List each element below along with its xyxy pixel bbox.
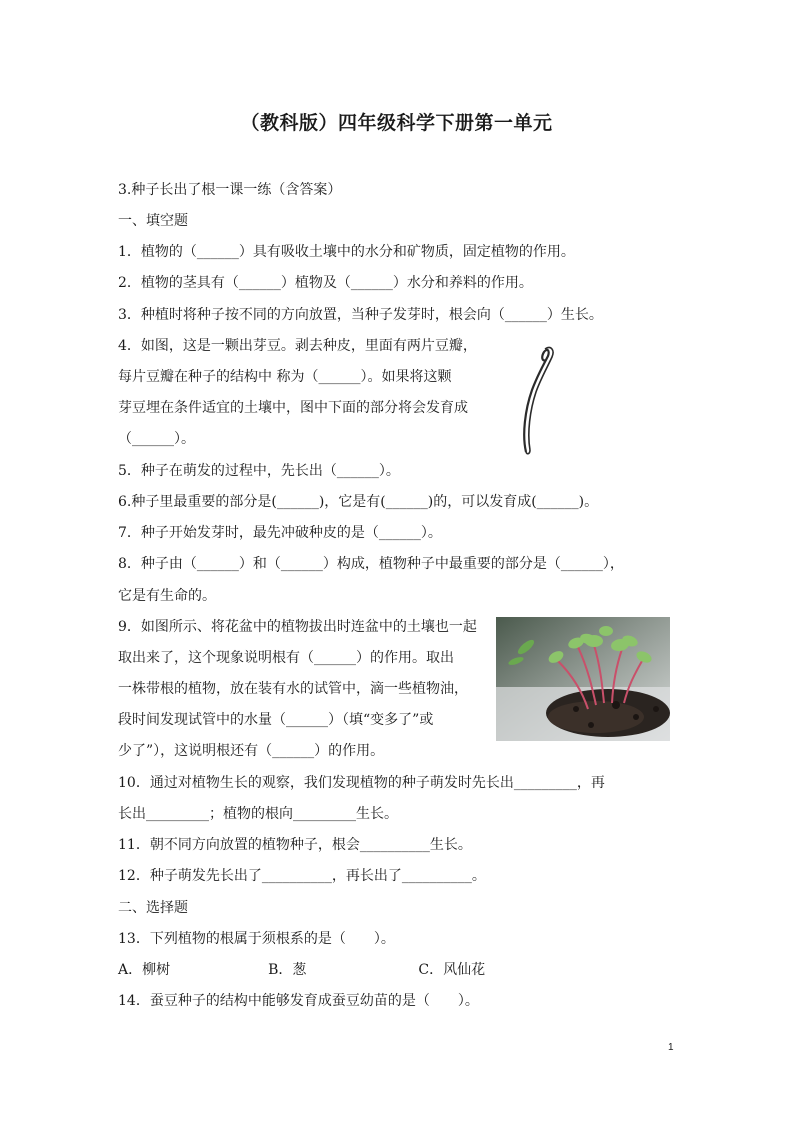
question-line: 6.种子里最重要的部分是(______)，它是有(______)的，可以发育成(______)。 xyxy=(118,494,599,510)
lesson-title: 3.种子长出了根一课一练（含答案） xyxy=(118,182,342,198)
question-line: 3．种植时将种子按不同的方向放置，当种子发芽时，根会向（______）生长。 xyxy=(118,307,603,323)
question-line: 5．种子在萌发的过程中，先长出（______）。 xyxy=(118,463,400,479)
sprouted-bean-image xyxy=(492,340,570,458)
question-line: 段时间发现试管中的水量（______）（填“变多了”或 xyxy=(118,712,434,728)
question-line: 取出来了，这个现象说明根有（______）的作用。取出 xyxy=(118,650,454,666)
plant-roots-photo xyxy=(496,617,670,741)
section-heading-fill: 一、填空题 xyxy=(118,213,188,229)
question-line: 14．蚕豆种子的结构中能够发育成蚕豆幼苗的是（ ）。 xyxy=(118,993,479,1009)
question-line: 4．如图，这是一颗出芽豆。剥去种皮，里面有两片豆瓣， xyxy=(118,338,477,354)
question-line: 1．植物的（______）具有吸收土壤中的水分和矿物质，固定植物的作用。 xyxy=(118,244,575,260)
page-number: 1 xyxy=(668,1042,674,1053)
question-line: 9．如图所示、将花盆中的植物拔出时连盆中的土壤也一起 xyxy=(118,619,477,635)
question-line: 一株带根的植物，放在装有水的试管中，滴一些植物油， xyxy=(118,681,468,697)
question-line: 10．通过对植物生长的观察，我们发现植物的种子萌发时先长出_________，再 xyxy=(118,775,605,791)
question-line: 少了”），这说明根还有（______）的作用。 xyxy=(118,743,385,759)
question-line: 2．植物的茎具有（______）植物及（______）水分和养料的作用。 xyxy=(118,275,533,291)
document-title: （教科版）四年级科学下册第一单元 xyxy=(240,112,553,134)
question-line: 8．种子由（______）和（______）构成，植物种子中最重要的部分是（______）， xyxy=(118,556,624,572)
question-line: 每片豆瓣在种子的结构中 称为（______）。如果将这颗 xyxy=(118,369,452,385)
section-heading-choice: 二、选择题 xyxy=(118,900,188,916)
question-line: 13．下列植物的根属于须根系的是（ ）。 xyxy=(118,931,395,947)
answer-options: A．柳树 B．葱 C．风仙花 xyxy=(118,962,486,978)
question-line: （______）。 xyxy=(118,431,195,447)
question-line: 11．朝不同方向放置的植物种子，根会__________生长。 xyxy=(118,837,472,853)
question-line: 芽豆埋在条件适宜的土壤中，图中下面的部分将会发育成 xyxy=(118,400,468,416)
question-line: 7．种子开始发芽时，最先冲破种皮的是（______）。 xyxy=(118,525,442,541)
question-line: 12．种子萌发先长出了__________，再长出了__________。 xyxy=(118,868,486,884)
question-line: 长出_________；植物的根向_________生长。 xyxy=(118,806,398,822)
question-line: 它是有生命的。 xyxy=(118,588,216,604)
